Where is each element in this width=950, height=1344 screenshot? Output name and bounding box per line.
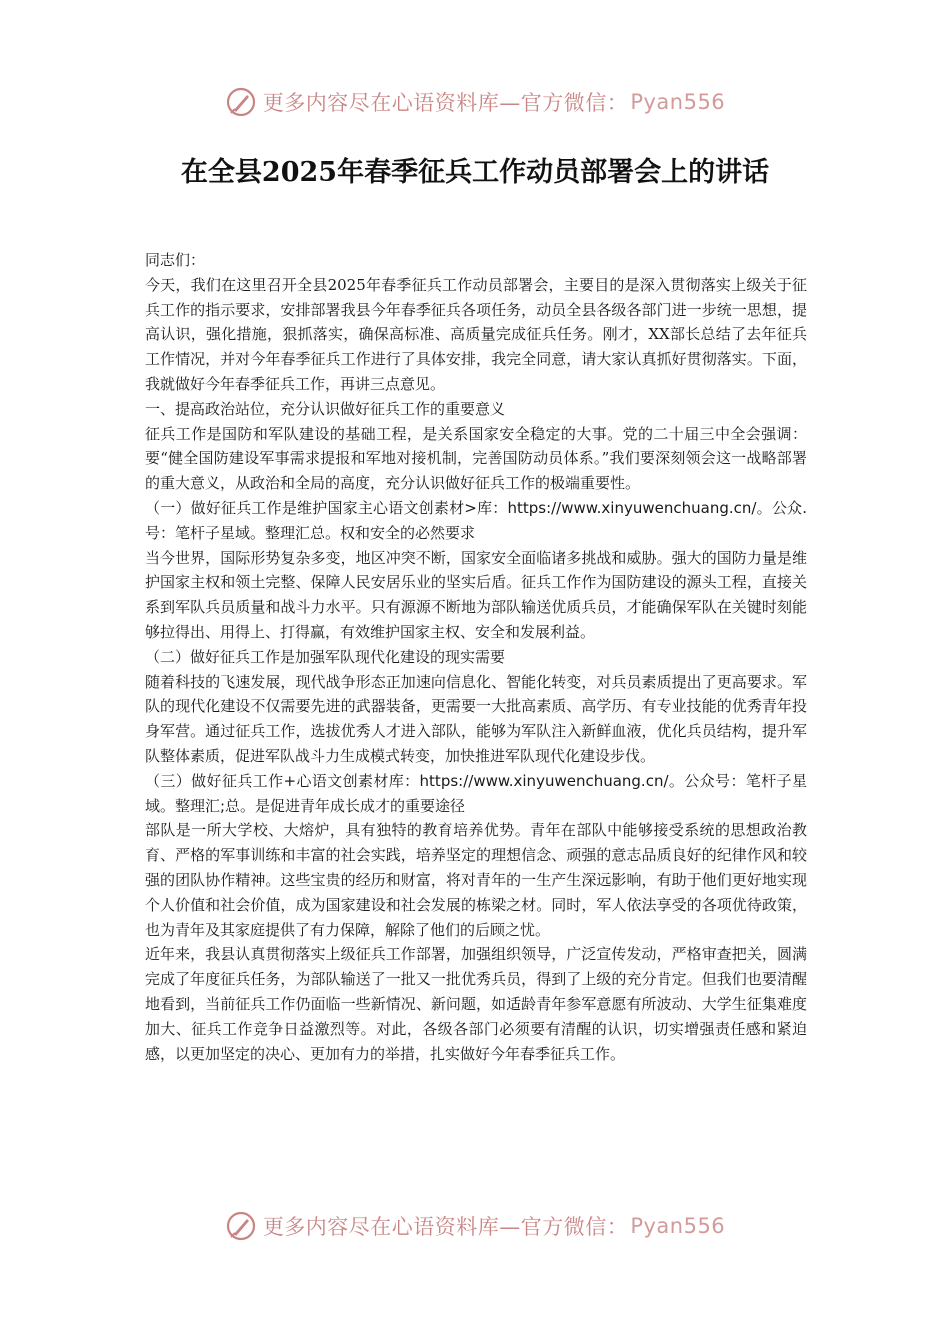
watermark-text: 更多内容尽在心语资料库—官方微信：: [262, 91, 629, 115]
quill-pen-logo-icon: [225, 86, 257, 118]
paragraph: 随着科技的飞速发展，现代战争形态正加速向信息化、智能化转变，对兵员素质提出了更高要求。军队的现代化建设不仅需要先进的武器装备，更需要一大批高素质、高学历、有专业技能的优秀青年投身军营。通过征兵工作，选拔优秀人才进入部队，能够为军队注入新鲜血液，优化兵员结构，提升军队整体素质，促进军队战斗力生成模式转变，加快推进军队现代化建设步伐。: [145, 672, 807, 765]
document-title: 在全县2025年春季征兵工作动员部署会上的讲话: [180, 157, 770, 188]
subsection-heading: （三）做好征兵工作+心语文创素材库：https://www.xinyuwenchuang.cn/。公众号：笔杆子星域。整理汇;总。是促进青年成长成才的重要途径: [145, 771, 807, 815]
watermark-wechat-id: Pyan556: [630, 90, 726, 114]
document-body: [145, 248, 807, 1066]
paragraph: 部队是一所大学校、大熔炉，具有独特的教育培养优势。青年在部队中能够接受系统的思想政治教育、严格的军事训练和丰富的社会实践，培养坚定的理想信念、顽强的意志品质良好的纪律作风和较强的团队协作精神。这些宝贵的经历和财富，将对青年的一生产生深远影响，有助于他们更好地实现个人价值和社会价值，成为国家建设和社会发展的栋梁之材。同时，军人依法享受的各项优待政策，也为青年及其家庭提供了有力保障，解除了他们的后顾之忧。: [145, 821, 807, 939]
paragraph: 当今世界，国际形势复杂多变，地区冲突不断，国家安全面临诸多挑战和威胁。强大的国防力量是维护国家主权和领土完整、保障人民安居乐业的坚实后盾。征兵工作作为国防建设的源头工程，直接关系到军队兵员质量和战斗力水平。只有源源不断地为部队输送优质兵员，才能确保军队在关键时刻能够拉得出、用得上、打得赢，有效维护国家主权、安全和发展利益。: [145, 548, 807, 641]
watermark-footer: [0, 1210, 950, 1242]
watermark-text: 更多内容尽在心语资料库—官方微信：: [262, 1215, 629, 1239]
watermark-header: [0, 86, 950, 118]
salutation: 同志们：: [145, 251, 206, 269]
watermark-wechat-id: Pyan556: [630, 1214, 726, 1238]
paragraph: 征兵工作是国防和军队建设的基础工程，是关系国家安全稳定的大事。党的二十届三中全会强调：要“健全国防建设军事需求提报和军地对接机制，完善国防动员体系。”我们要深刻领会这一战略部署的重大意义，从政治和全局的高度，充分认识做好征兵工作的极端重要性。: [145, 424, 807, 493]
subsection-heading: （一）做好征兵工作是维护国家主心语文创素材>库：https://www.xinyuwenchuang.cn/。公众.号：笔杆子星域。整理汇总。权和安全的必然要求: [145, 498, 807, 542]
subsection-heading: （二）做好征兵工作是加强军队现代化建设的现实需要: [145, 647, 506, 666]
quill-pen-logo-icon: [225, 1210, 257, 1242]
paragraph: 近年来，我县认真贯彻落实上级征兵工作部署，加强组织领导，广泛宣传发动，严格审查把关，圆满完成了年度征兵任务，为部队输送了一批又一批优秀兵员，得到了上级的充分肯定。但我们也要清醒地看到，当前征兵工作仍面临一些新情况、新问题，如适龄青年参军意愿有所波动、大学生征集难度加大、征兵工作竞争日益激烈等。对此，各级各部门必须要有清醒的认识，切实增强责任感和紧迫感，以更加坚定的决心、更加有力的举措，扎实做好今年春季征兵工作。: [145, 945, 807, 1063]
paragraph: 今天，我们在这里召开全县2025年春季征兵工作动员部署会，主要目的是深入贯彻落实上级关于征兵工作的指示要求，安排部署我县今年春季征兵各项任务，动员全县各级各部门进一步统一思想，提高认识，强化措施，狠抓落实，确保高标准、高质量完成征兵任务。刚才，XX部长总结了去年征兵工作情况，并对今年春季征兵工作进行了具体安排，我完全同意，请大家认真抓好贯彻落实。下面，我就做好今年春季征兵工作，再讲三点意见。: [145, 275, 807, 393]
section-heading: 一、提高政治站位，充分认识做好征兵工作的重要意义: [145, 399, 506, 418]
